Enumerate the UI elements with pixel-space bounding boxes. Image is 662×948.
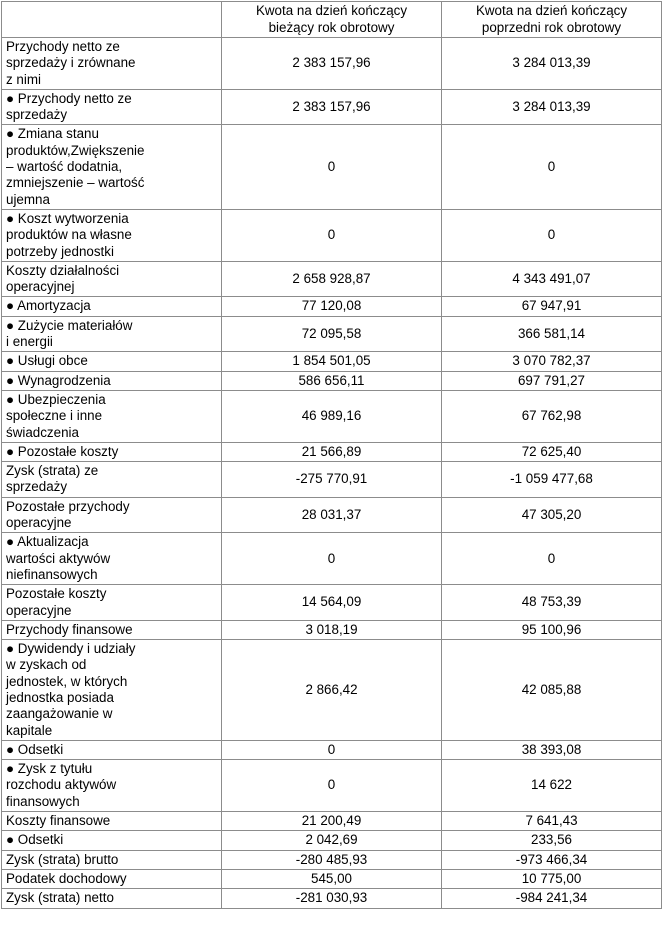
row-current-value: 72 095,58 xyxy=(222,316,442,352)
table-row xyxy=(2,297,662,316)
row-previous-value: 233,56 xyxy=(442,831,662,850)
row-previous-value: 7 641,43 xyxy=(442,812,662,831)
table-row xyxy=(2,462,662,498)
row-label: ● Ubezpieczenia społeczne i inne świadczenia xyxy=(2,390,222,442)
table-row xyxy=(2,640,662,741)
row-label: ● Aktualizacja wartości aktywów niefinansowych xyxy=(2,533,222,585)
row-previous-value: 14 622 xyxy=(442,760,662,812)
table-row xyxy=(2,497,662,533)
row-current-value: 586 656,11 xyxy=(222,371,442,390)
table-row xyxy=(2,352,662,371)
row-label: ● Wynagrodzenia xyxy=(2,371,222,390)
table-row xyxy=(2,620,662,639)
table-row xyxy=(2,533,662,585)
row-label: ● Odsetki xyxy=(2,740,222,759)
row-previous-value: 3 070 782,37 xyxy=(442,352,662,371)
row-current-value: 2 383 157,96 xyxy=(222,89,442,125)
row-previous-value: -973 466,34 xyxy=(442,850,662,869)
row-label: ● Pozostałe koszty xyxy=(2,442,222,461)
table-row xyxy=(2,740,662,759)
row-previous-value: 67 762,98 xyxy=(442,390,662,442)
row-label: ● Przychody netto ze sprzedaży xyxy=(2,89,222,125)
table-row xyxy=(2,889,662,908)
row-previous-value: 47 305,20 xyxy=(442,497,662,533)
row-current-value: 0 xyxy=(222,740,442,759)
table-row xyxy=(2,38,662,90)
row-previous-value: 3 284 013,39 xyxy=(442,38,662,90)
header-empty-cell xyxy=(2,2,222,38)
row-previous-value: -984 241,34 xyxy=(442,889,662,908)
row-previous-value: 10 775,00 xyxy=(442,869,662,888)
row-label: ● Zmiana stanu produktów,Zwiększenie – wartość dodatnia, zmniejszenie – wartość ujemna xyxy=(2,125,222,209)
row-label: ● Amortyzacja xyxy=(2,297,222,316)
row-previous-value: 38 393,08 xyxy=(442,740,662,759)
row-current-value: 1 854 501,05 xyxy=(222,352,442,371)
row-current-value: 0 xyxy=(222,760,442,812)
row-label: Pozostałe przychody operacyjne xyxy=(2,497,222,533)
row-label: Pozostałe koszty operacyjne xyxy=(2,585,222,621)
row-previous-value: 3 284 013,39 xyxy=(442,89,662,125)
table-row xyxy=(2,209,662,261)
row-label: Zysk (strata) netto xyxy=(2,889,222,908)
row-current-value: 2 383 157,96 xyxy=(222,38,442,90)
row-current-value: 2 042,69 xyxy=(222,831,442,850)
table-row xyxy=(2,371,662,390)
row-current-value: 46 989,16 xyxy=(222,390,442,442)
row-current-value: 14 564,09 xyxy=(222,585,442,621)
row-label: Przychody netto ze sprzedaży i zrównane z nimi xyxy=(2,38,222,90)
row-current-value: 77 120,08 xyxy=(222,297,442,316)
row-previous-value: 48 753,39 xyxy=(442,585,662,621)
row-label: ● Zużycie materiałów i energii xyxy=(2,316,222,352)
row-current-value: -275 770,91 xyxy=(222,462,442,498)
table-row xyxy=(2,261,662,297)
row-previous-value: 0 xyxy=(442,209,662,261)
row-label: Zysk (strata) ze sprzedaży xyxy=(2,462,222,498)
row-current-value: -280 485,93 xyxy=(222,850,442,869)
row-label: Koszty działalności operacyjnej xyxy=(2,261,222,297)
row-label: Przychody finansowe xyxy=(2,620,222,639)
table-row xyxy=(2,831,662,850)
row-previous-value: 0 xyxy=(442,125,662,209)
row-current-value: 21 200,49 xyxy=(222,812,442,831)
row-previous-value: 72 625,40 xyxy=(442,442,662,461)
header-previous-year: Kwota na dzień kończący poprzedni rok obrotowy xyxy=(442,2,662,38)
row-current-value: 3 018,19 xyxy=(222,620,442,639)
row-current-value: 28 031,37 xyxy=(222,497,442,533)
row-current-value: 545,00 xyxy=(222,869,442,888)
table-row xyxy=(2,442,662,461)
row-previous-value: 67 947,91 xyxy=(442,297,662,316)
row-previous-value: 0 xyxy=(442,533,662,585)
row-current-value: -281 030,93 xyxy=(222,889,442,908)
row-current-value: 0 xyxy=(222,125,442,209)
row-previous-value: -1 059 477,68 xyxy=(442,462,662,498)
table-row xyxy=(2,869,662,888)
row-current-value: 0 xyxy=(222,209,442,261)
table-row xyxy=(2,850,662,869)
table-row xyxy=(2,125,662,209)
row-label: Koszty finansowe xyxy=(2,812,222,831)
table-row xyxy=(2,316,662,352)
row-label: Zysk (strata) brutto xyxy=(2,850,222,869)
row-previous-value: 42 085,88 xyxy=(442,640,662,741)
row-current-value: 21 566,89 xyxy=(222,442,442,461)
row-previous-value: 366 581,14 xyxy=(442,316,662,352)
row-previous-value: 697 791,27 xyxy=(442,371,662,390)
table-row xyxy=(2,812,662,831)
row-previous-value: 4 343 491,07 xyxy=(442,261,662,297)
table-row xyxy=(2,760,662,812)
table-header-row xyxy=(2,2,662,38)
income-statement-table xyxy=(1,1,662,909)
row-label: Podatek dochodowy xyxy=(2,869,222,888)
header-current-year: Kwota na dzień kończący bieżący rok obrotowy xyxy=(222,2,442,38)
row-previous-value: 95 100,96 xyxy=(442,620,662,639)
table-row xyxy=(2,89,662,125)
table-row xyxy=(2,390,662,442)
row-current-value: 0 xyxy=(222,533,442,585)
row-label: ● Usługi obce xyxy=(2,352,222,371)
row-label: ● Odsetki xyxy=(2,831,222,850)
row-current-value: 2 866,42 xyxy=(222,640,442,741)
row-label: ● Koszt wytworzenia produktów na własne potrzeby jednostki xyxy=(2,209,222,261)
table-row xyxy=(2,585,662,621)
row-label: ● Dywidendy i udziały w zyskach od jednostek, w których jednostka posiada zaangażowanie w kapitale xyxy=(2,640,222,741)
row-label: ● Zysk z tytułu rozchodu aktywów finansowych xyxy=(2,760,222,812)
row-current-value: 2 658 928,87 xyxy=(222,261,442,297)
